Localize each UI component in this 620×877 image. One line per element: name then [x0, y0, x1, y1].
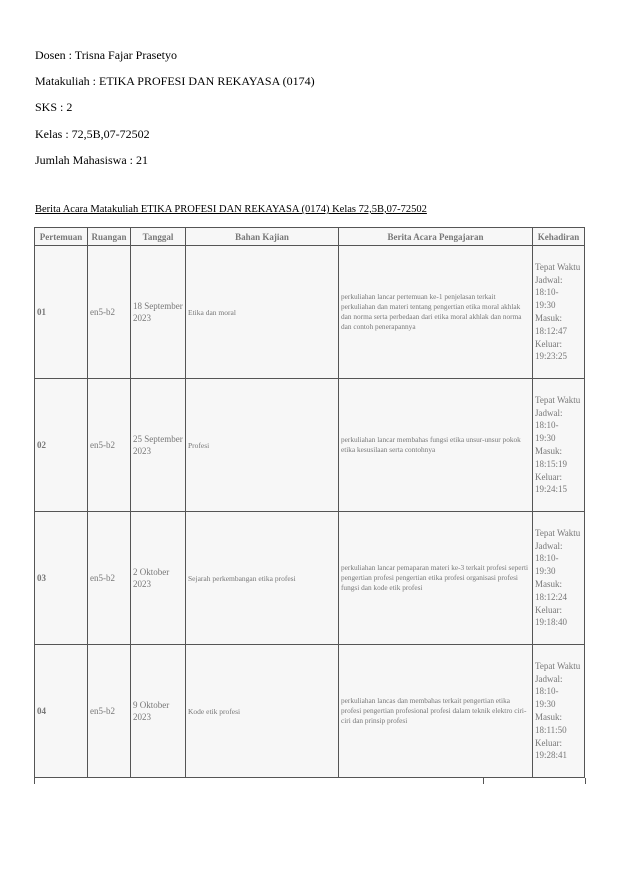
meeting-number: 03: [35, 512, 88, 645]
table-continuation: [34, 778, 586, 784]
col-header-ruangan: Ruangan: [88, 228, 131, 246]
attendance: Tepat Waktu Jadwal: 18:10- 19:30 Masuk: 18:12:24 Keluar: 19:18:40: [533, 512, 585, 645]
topic: Sejarah perkembangan etika profesi: [186, 512, 339, 645]
meeting-number: 04: [35, 645, 88, 778]
lecturer-line: Dosen : Trisna Fajar Prasetyo: [35, 48, 177, 62]
course-line: Matakuliah : ETIKA PROFESI DAN REKAYASA (0174): [35, 74, 315, 88]
topic: Profesi: [186, 379, 339, 512]
col-header-berita-acara: Berita Acara Pengajaran: [339, 228, 533, 246]
room: en5-b2: [88, 645, 131, 778]
date: 25 September 2023: [131, 379, 186, 512]
room: en5-b2: [88, 379, 131, 512]
teaching-report: perkuliahan lancas dan membahas terkait pengertian etika profesi pengertian profesional profesi dalam teknik elektro ciri-ciri dan prinsip profesi: [339, 645, 533, 778]
student-count-line: Jumlah Mahasiswa : 21: [35, 153, 148, 167]
col-header-tanggal: Tanggal: [131, 228, 186, 246]
table-row: [35, 512, 585, 645]
col-header-kehadiran: Kehadiran: [533, 228, 585, 246]
col-header-pertemuan: Pertemuan: [35, 228, 88, 246]
date: 2 Oktober 2023: [131, 512, 186, 645]
attendance: Tepat Waktu Jadwal: 18:10- 19:30 Masuk: 18:12:47 Keluar: 19:23:25: [533, 246, 585, 379]
date: 9 Oktober 2023: [131, 645, 186, 778]
table-header-row: [35, 228, 585, 246]
attendance: Tepat Waktu Jadwal: 18:10- 19:30 Masuk: 18:11:50 Keluar: 19:28:41: [533, 645, 585, 778]
col-header-bahan-kajian: Bahan Kajian: [186, 228, 339, 246]
table-row: [35, 246, 585, 379]
teaching-report: perkuliahan lancar membahas fungsi etika unsur-unsur pokok etika kesusilaan serta contohnya: [339, 379, 533, 512]
table-row: [35, 645, 585, 778]
attendance: Tepat Waktu Jadwal: 18:10- 19:30 Masuk: 18:15:19 Keluar: 19:24:15: [533, 379, 585, 512]
class-line: Kelas : 72,5B,07-72502: [35, 127, 150, 141]
room: en5-b2: [88, 512, 131, 645]
teaching-report: perkuliahan lancar pertemuan ke-1 penjelasan terkait perkuliahan dan materi tentang pengertian etika moral akhlak dan norma serta perbedaan dari etika moral akhlak dan norma dan contoh penerapannya: [339, 246, 533, 379]
table-caption: Berita Acara Matakuliah ETIKA PROFESI DAN REKAYASA (0174) Kelas 72,5B,07-72502: [35, 204, 427, 215]
teaching-report: perkuliahan lancar pemaparan materi ke-3 terkait profesi seperti pengertian profesi pengertian etika profesi organisasi profesi fungsi dan kode etik profesi: [339, 512, 533, 645]
credits-line: SKS : 2: [35, 100, 73, 114]
topic: Kode etik profesi: [186, 645, 339, 778]
table-row: [35, 379, 585, 512]
topic: Etika dan moral: [186, 246, 339, 379]
room: en5-b2: [88, 246, 131, 379]
date: 18 September 2023: [131, 246, 186, 379]
meeting-number: 01: [35, 246, 88, 379]
attendance-table: [34, 227, 585, 778]
meeting-number: 02: [35, 379, 88, 512]
